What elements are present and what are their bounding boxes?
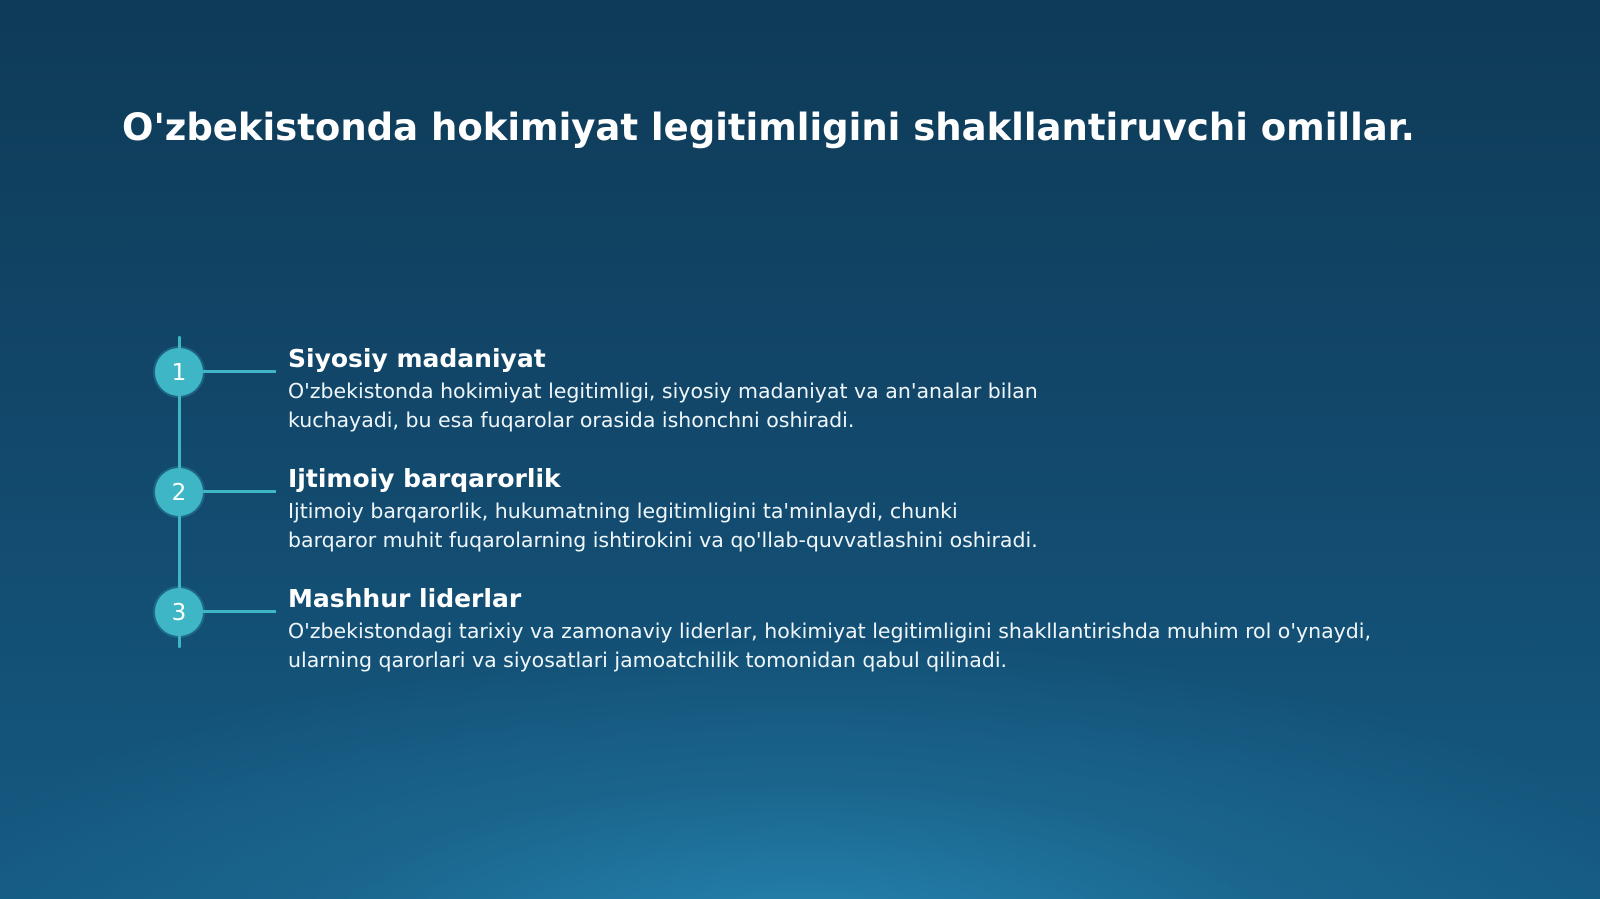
step-title: Ijtimoiy barqarorlik bbox=[288, 464, 561, 493]
step-description bbox=[288, 617, 1468, 675]
step-connector-line bbox=[203, 610, 276, 613]
slide-title: O'zbekistonda hokimiyat legitimligini shakllantiruvchi omillar. bbox=[122, 106, 1415, 149]
step-content bbox=[288, 343, 1468, 435]
step-number-badge: 2 bbox=[155, 468, 203, 516]
step-content bbox=[288, 583, 1468, 675]
step-connector-line bbox=[203, 490, 276, 493]
step-description-line: kuchayadi, bu esa fuqarolar orasida ishonchni oshiradi. bbox=[288, 408, 855, 432]
step-description-line: O'zbekistonda hokimiyat legitimligi, siyosiy madaniyat va an'analar bilan bbox=[288, 379, 1038, 403]
step-number-badge: 1 bbox=[155, 348, 203, 396]
step-description-line: O'zbekistondagi tarixiy va zamonaviy liderlar, hokimiyat legitimligini shakllantirishda muhim rol o'ynaydi, bbox=[288, 619, 1372, 643]
step-number-badge: 3 bbox=[155, 588, 203, 636]
step-title: Mashhur liderlar bbox=[288, 584, 522, 613]
step-description bbox=[288, 497, 1468, 555]
step-connector-line bbox=[203, 370, 276, 373]
step-description-line: Ijtimoiy barqarorlik, hukumatning legitimligini ta'minlaydi, chunki bbox=[288, 499, 958, 523]
step-description-line: ularning qarorlari va siyosatlari jamoatchilik tomonidan qabul qilinadi. bbox=[288, 648, 1008, 672]
step-description bbox=[288, 377, 1468, 435]
step-description-line: barqaror muhit fuqarolarning ishtirokini va qo'llab-quvvatlashini oshiradi. bbox=[288, 528, 1038, 552]
step-content bbox=[288, 463, 1468, 555]
step-title: Siyosiy madaniyat bbox=[288, 344, 546, 373]
